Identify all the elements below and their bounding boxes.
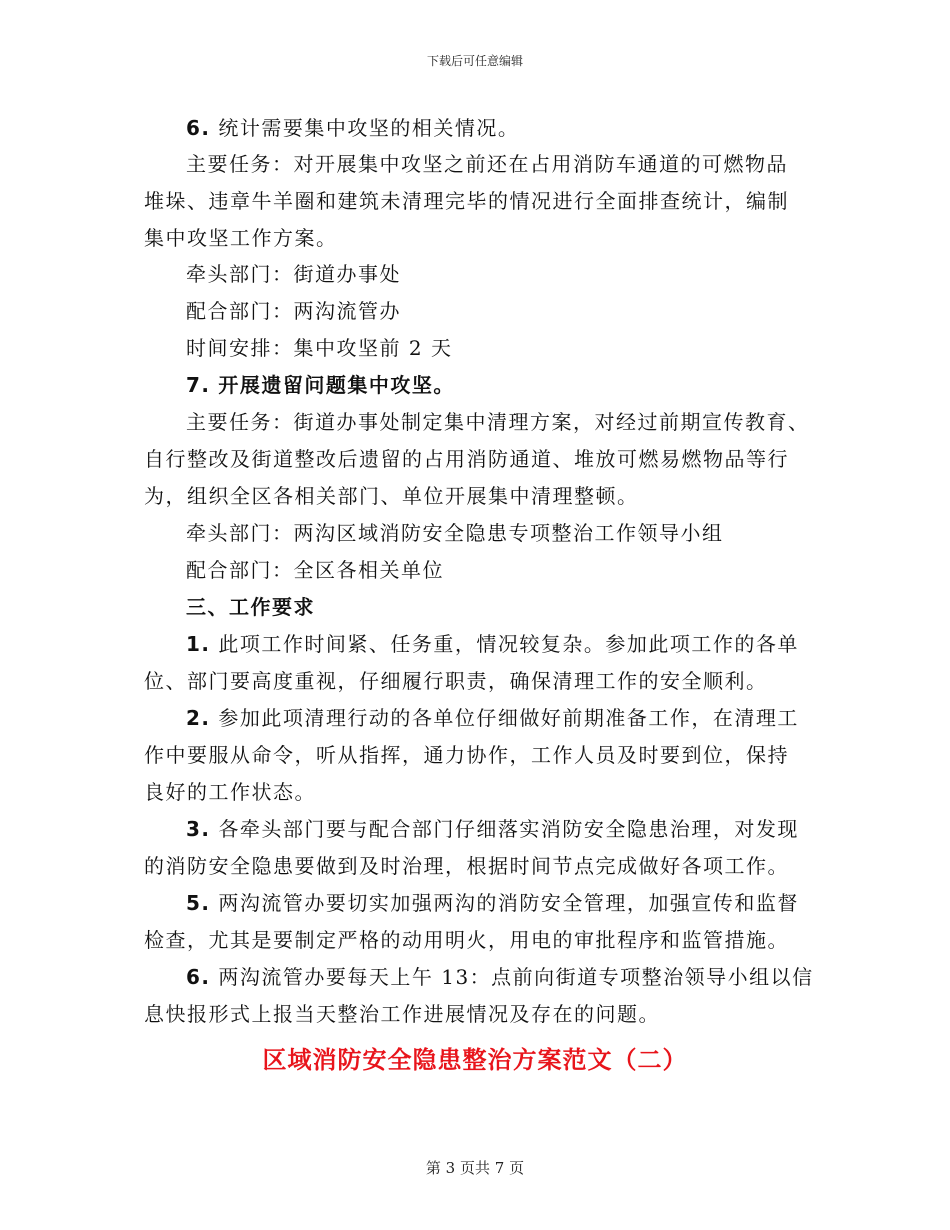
requirement-3-line-2: 的消防安全隐患要做到及时治理，根据时间节点完成做好各项工作。 — [144, 854, 789, 878]
requirement-2-line-2: 作中要服从命令，听从指挥，通力协作，工作人员及时要到位，保持 — [144, 743, 789, 767]
item-number: 1. — [186, 632, 211, 656]
requirement-3-line-1 — [186, 817, 799, 841]
coop-department-7: 配合部门：全区各相关单位 — [186, 558, 444, 582]
task-7-line-2: 自行整改及街道整改后遗留的占用消防通道、堆放可燃易燃物品等行 — [144, 447, 789, 471]
item-text: 参加此项清理行动的各单位仔细做好前期准备工作，在清理工 — [218, 706, 799, 730]
requirement-5-line-2: 检查，尤其是要制定严格的动用明火，用电的审批程序和监管措施。 — [144, 928, 789, 952]
item-text: 各牵头部门要与配合部门仔细落实消防安全隐患治理，对发现 — [218, 817, 799, 841]
item-number: 7. — [186, 373, 211, 397]
requirement-1-line-1 — [186, 632, 799, 656]
item-6-heading — [186, 116, 519, 140]
task-6-line-3: 集中攻坚工作方案。 — [144, 226, 338, 250]
item-number: 5. — [186, 891, 211, 915]
section-heading: 三、工作要求 — [186, 595, 315, 619]
task-7-line-3: 为，组织全区各相关部门、单位开展集中清理整顿。 — [144, 484, 639, 508]
lead-department-6: 牵头部门：街道办事处 — [186, 262, 401, 286]
requirement-6-line-1 — [186, 965, 814, 989]
item-number: 6. — [186, 116, 211, 140]
item-text: 两沟流管办要切实加强两沟的消防安全管理，加强宣传和监督 — [218, 891, 799, 915]
item-number: 3. — [186, 817, 211, 841]
lead-department-7: 牵头部门：两沟区域消防安全隐患专项整治工作领导小组 — [186, 521, 724, 545]
task-6-line-1: 主要任务：对开展集中攻坚之前还在占用消防车通道的可燃物品 — [186, 152, 788, 176]
page-header: 下载后可任意编辑 — [426, 54, 523, 68]
task-7-line-1: 主要任务：街道办事处制定集中清理方案，对经过前期宣传教育、 — [186, 410, 810, 434]
section-title: 区域消防安全隐患整治方案范文（二） — [262, 1045, 688, 1074]
item-number: 2. — [186, 706, 211, 730]
time-schedule-6: 时间安排：集中攻坚前 2 天 — [186, 336, 453, 360]
item-text: 两沟流管办要每天上午 13：点前向街道专项整治领导小组以信 — [218, 965, 814, 989]
requirement-2-line-1 — [186, 706, 799, 730]
item-number: 6. — [186, 965, 211, 989]
requirement-1-line-2: 位、部门要高度重视，仔细履行职责，确保清理工作的安全顺利。 — [144, 669, 768, 693]
page-footer: 第 3 页共 7 页 — [425, 1159, 525, 1177]
task-6-line-2: 堆垛、违章牛羊圈和建筑未清理完毕的情况进行全面排查统计，编制 — [144, 189, 789, 213]
item-text: 此项工作时间紧、任务重，情况较复杂。参加此项工作的各单 — [218, 632, 799, 656]
requirement-5-line-1 — [186, 891, 799, 915]
requirement-2-line-3: 良好的工作状态。 — [144, 780, 316, 804]
coop-department-6: 配合部门：两沟流管办 — [186, 299, 401, 323]
item-text: 统计需要集中攻坚的相关情况。 — [218, 116, 520, 140]
item-text: 开展遗留问题集中攻坚。 — [218, 373, 455, 397]
item-7-heading — [186, 373, 455, 397]
requirement-6-line-2: 息快报形式上报当天整治工作进展情况及存在的问题。 — [144, 1002, 660, 1026]
